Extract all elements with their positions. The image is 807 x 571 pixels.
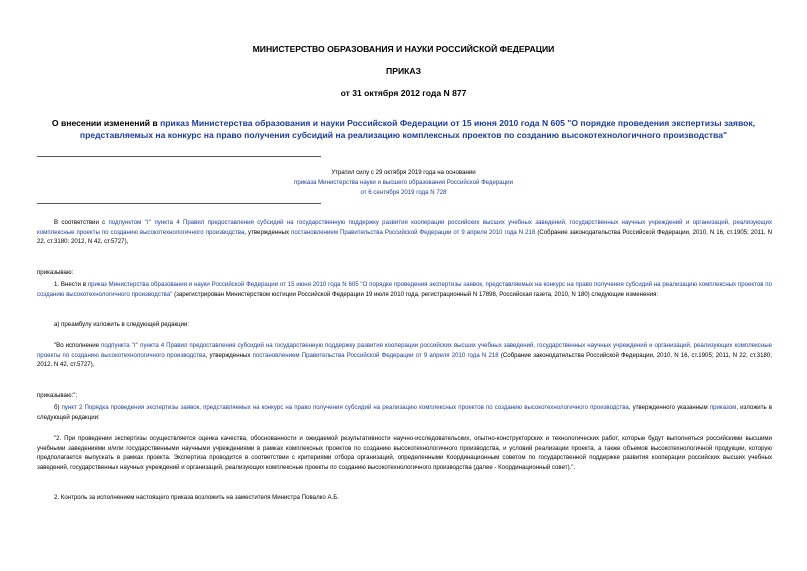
item-1-paragraph [37, 280, 772, 299]
item-b-text: б) [54, 404, 62, 411]
separator-bottom [37, 203, 321, 204]
document-type: ПРИКАЗ [386, 66, 421, 76]
government-decree-link[interactable]: постановлением Правительства Российской Федерации от 9 апреля 2010 года N 218 [291, 228, 536, 236]
ministry-name: МИНИСТЕРСТВО ОБРАЗОВАНИЯ И НАУКИ РОССИЙСКОЙ ФЕДЕРАЦИИ [252, 44, 555, 54]
quote-a-text: "Во исполнение [54, 342, 102, 349]
preamble-text: В соответствии с [54, 219, 109, 226]
status-note [0, 168, 807, 198]
order-605-link[interactable]: приказ Министерства образования и науки Российской Федерации от 15 июня 2010 года N 605 "О порядке проведения экспертизы заявок, представляемых на конкурс на право получения субсидий на реализацию комплексных проектов по созданию высокотехнологичного производства" [37, 281, 772, 298]
item-2-paragraph: 2. Контроль за исполнением настоящего приказа возложить на заместителя Министра Повалко А.Б. [54, 494, 339, 501]
document-date-number: от 31 октября 2012 года N 877 [340, 88, 467, 98]
item-1-text: 1. Внести в [54, 281, 88, 288]
quote-b-paragraph: "2. При проведении экспертизы осуществляется оценка качества, обоснованности и ожидаемой результативности научно-исследовательских, опытно-конструкторских и технологических работ, которые будут выполняться российскими высшими учебными заведениями и/или государственными научными учреждениями в рамках комплексных проектов по созданию высокотехнологичного производства, и условий реализации проекта, а также объемов высокотехнологичной продукции, которую предполагается выпускать в рамках проекта. Экспертиза проводится в соответствии с критериями отбора организаций, определенными Координационным советом по государственной поддержке развития кооперации российских высших учебных заведений, государственных научных учреждений и организаций, реализующих комплексные проекты по созданию высокотехнологичного производства (далее - Координационный совет).". [37, 435, 772, 471]
item-b-text: , утвержденного указанным [628, 404, 710, 411]
item-b-text: , изложить в следующей редакции: [37, 404, 773, 421]
separator-top [37, 156, 321, 157]
subject-prefix: О внесении изменений в [51, 118, 161, 128]
status-note-line: Утратил силу с 29 октября 2019 года на основании [331, 169, 476, 176]
quote-a-text: (Собрание законодательства Российской Федерации, 2010, N 16, ст.1905; 2011, N 22, ст.3180; 2012, N 42, ст.5727), [37, 351, 772, 369]
quote-a-text: , утвержденных [205, 351, 253, 359]
item-b-paragraph [37, 403, 772, 422]
document-subject [28, 118, 779, 141]
preamble-paragraph [37, 218, 772, 247]
order-word: приказываю: [37, 269, 74, 276]
repeal-order-link[interactable]: приказа Министерства науки и высшего образования Российской Федерации [294, 179, 513, 186]
preamble-text: , утвержденных [244, 228, 292, 236]
item-a-paragraph: а) преамбулу изложить в следующей редакции: [54, 321, 190, 328]
government-decree-link[interactable]: постановлением Правительства Российской Федерации от 9 апреля 2010 года N 218 [252, 351, 499, 359]
item-1-text: (зарегистрирован Министерством юстиции Российской Федерации 19 июля 2010 года, регистрационный N 17898, Российская газета, 2010, N 180) следующие изменения: [172, 290, 659, 298]
repeal-order-date-link[interactable]: от 6 сентября 2019 года N 728 [360, 189, 447, 196]
quote-a-end: приказываю:"; [37, 392, 78, 399]
order-link[interactable]: приказом [709, 404, 737, 411]
subject-link[interactable]: приказ Министерства образования и науки Российской Федерации от 15 июня 2010 года N 605 "О порядке проведения экспертизы заявок, представляемых на конкурс на право получения субсидий на реализацию комплексных проектов по созданию высокотехнологичного производства" [79, 118, 756, 140]
quote-a-paragraph [37, 341, 772, 370]
rules-subpoint-link[interactable]: подпункта "г" пункта 4 Правил предоставления субсидий на государственную поддержку развития кооперации российских высших учебных заведений, государственных научных учреждений и организаций, реализующих комплексные проекты по созданию высокотехнологичного производства [37, 342, 772, 359]
procedure-point-2-link[interactable]: пункт 2 Порядка проведения экспертизы заявок, представляемых на конкурс на право получения субсидий на реализацию комплексных проектов по созданию высокотехнологичного производства [61, 404, 629, 411]
preamble-text: (Собрание законодательства Российской Федерации, 2010, N 16, ст.1905; 2011, N 22, ст.3180; 2012, N 42, ст.5727), [37, 228, 773, 246]
rules-link[interactable]: подпунктом "г" пункта 4 Правил предоставления субсидий на государственную поддержку развития кооперации российских высших учебных заведений, государственных научных учреждений и организаций, реализующих комплексные проекты по созданию высокотехнологичного производства [37, 219, 772, 236]
